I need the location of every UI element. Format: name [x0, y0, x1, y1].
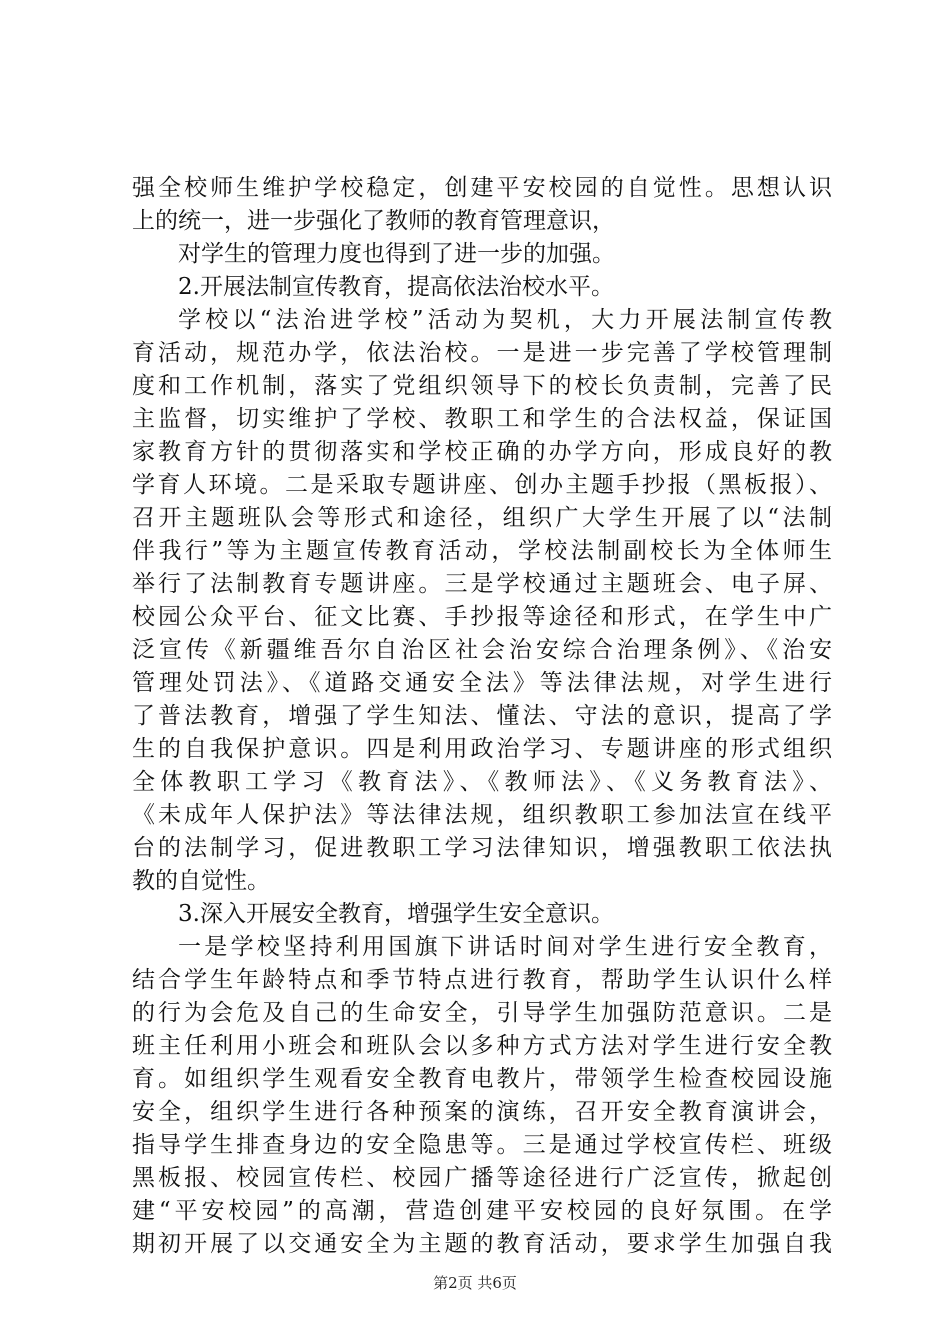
text-line: 《未成年人保护法》等法律法规，组织教职工参加法宣在线平 — [132, 802, 832, 828]
text-line: 召开主题班队会等形式和途径，组织广大学生开展了以“法制 — [132, 505, 832, 531]
text-line: 主监督，切实维护了学校、教职工和学生的合法权益，保证国 — [132, 406, 832, 432]
text-line: 学育人环境。二是采取专题讲座、创办主题手抄报（黑板报）、 — [132, 472, 832, 498]
text-line: 指导学生排查身边的安全隐患等。三是通过学校宣传栏、班级 — [132, 1132, 832, 1158]
text-line: 安全，组织学生进行各种预案的演练，召开安全教育演讲会， — [132, 1099, 832, 1125]
text-line: 校园公众平台、征文比赛、手抄报等途径和形式，在学生中广 — [132, 604, 832, 630]
text-line: 上的统一，进一步强化了教师的教育管理意识， — [132, 208, 615, 234]
text-line: 生的自我保护意识。四是利用政治学习、专题讲座的形式组织 — [132, 736, 832, 762]
text-line: 学校以“法治进学校”活动为契机，大力开展法制宣传教 — [178, 307, 832, 333]
text-line: 全体教职工学习《教育法》、《教师法》、《义务教育法》、 — [132, 769, 832, 795]
text-line: 家教育方针的贯彻落实和学校正确的办学方向，形成良好的教 — [132, 439, 832, 465]
text-line: 台的法制学习，促进教职工学习法律知识，增强教职工依法执 — [132, 835, 832, 861]
text-line: 泛宣传《新疆维吾尔自治区社会治安综合治理条例》、《治安 — [132, 637, 832, 663]
text-line: 育。如组织学生观看安全教育电教片，带领学生检查校园设施 — [132, 1066, 832, 1092]
document-body — [132, 172, 832, 1261]
text-line: 期初开展了以交通安全为主题的教育活动，要求学生加强自我 — [132, 1231, 832, 1257]
text-line: 伴我行”等为主题宣传教育活动，学校法制副校长为全体师生 — [132, 538, 832, 564]
text-line: 强全校师生维护学校稳定，创建平安校园的自觉性。思想认识 — [132, 175, 832, 201]
text-line: 教的自觉性。 — [132, 868, 270, 894]
text-line: 3.深入开展安全教育，增强学生安全意识。 — [178, 901, 614, 927]
text-line: 建“平安校园”的高潮，营造创建平安校园的良好氛围。在学 — [132, 1198, 832, 1224]
text-line: 育活动，规范办学，依法治校。一是进一步完善了学校管理制 — [132, 340, 832, 366]
text-line: 班主任利用小班会和班队会以多种方式方法对学生进行安全教 — [132, 1033, 832, 1059]
text-line: 黑板报、校园宣传栏、校园广播等途径进行广泛宣传，掀起创 — [132, 1165, 832, 1191]
text-line: 的行为会危及自己的生命安全，引导学生加强防范意识。二是 — [132, 1000, 832, 1026]
page-footer: 第2页 共6页 — [433, 1274, 517, 1292]
text-line: 一是学校坚持利用国旗下讲话时间对学生进行安全教育， — [178, 934, 832, 960]
text-line: 管理处罚法》、《道路交通安全法》等法律法规，对学生进行 — [132, 670, 832, 696]
text-line: 了普法教育，增强了学生知法、懂法、守法的意识，提高了学 — [132, 703, 832, 729]
text-line: 结合学生年龄特点和季节特点进行教育，帮助学生认识什么样 — [132, 967, 832, 993]
text-line: 2.开展法制宣传教育，提高依法治校水平。 — [178, 274, 614, 300]
text-line: 对学生的管理力度也得到了进一步的加强。 — [178, 241, 615, 267]
text-line: 度和工作机制，落实了党组织领导下的校长负责制，完善了民 — [132, 373, 832, 399]
text-line: 举行了法制教育专题讲座。三是学校通过主题班会、电子屏、 — [132, 571, 832, 597]
